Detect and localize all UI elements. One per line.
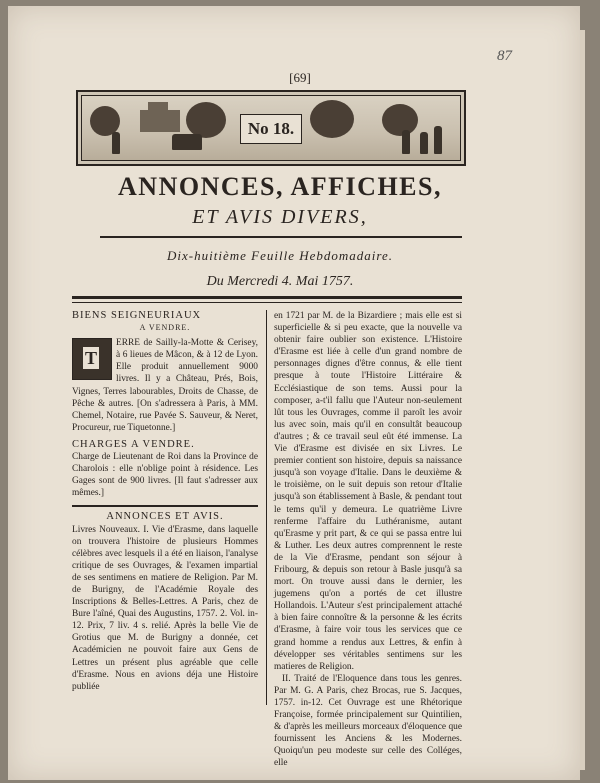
banner-tree-icon [186, 102, 226, 138]
banner-figure-icon [420, 132, 428, 154]
banner-engraving [81, 95, 461, 161]
page-number: [69] [289, 70, 311, 85]
banner-tree-icon [382, 104, 418, 136]
section-heading-annonces: ANNONCES ET AVIS. [106, 511, 224, 523]
section-heading-biens: BIENS SEIGNEURIAUX [72, 310, 202, 321]
banner-rider-icon [172, 134, 202, 150]
banner-building-icon [148, 102, 168, 112]
masthead-subtitle: ET AVIS DIVERS, [192, 206, 368, 228]
dropcap-letter: T [84, 348, 97, 369]
left-column [72, 310, 258, 693]
eloquence-review-text: II. Traité de l'Eloquence dans tous les genres. Par M. G. A Paris, chez Brocas, rue S. Jacques, 1757. in-12. Cet Ouvrage est une Rhétorique Françoise, formée principalement sur Quintilien, & d'après les meilleurs morceaux d'éloquence que fournissent les Anciens & les Modernes. Quoiqu'un peu modeste sur celle des Colléges, elle [274, 673, 462, 769]
section-text-annonces: Livres Nouveaux. I. Vie d'Erasme, dans laquelle on trouvera l'histoire de plusieurs Hommes célèbres avec lesquels il a été en liaison, l'analyse critique de ses Ouvrages, & l'examen impartial de ses sentimens en matiere de Religion. Par M. de Burigny, de l'Académie Royale des Inscriptions & Belles-Lettres. A Paris, chez de Bure l'aîné, Quai des Augustins, 1757. 2. Vol. in-12. Prix, 7 liv. 4 s. relié. Après la belle Vie de Grotius que M. de Burigny a donnée, cet Académicien ne pouvoit faire aux Gens de Lettres un présent plus agréable que celle d'Erasme. Nous en avions déja une Histoire publiée [72, 524, 258, 692]
section-divider [72, 505, 258, 507]
erasme-review-text: en 1721 par M. de la Bizardiere ; mais elle est si superficielle & si peu exacte, que la nouvelle va obtenir faire oublier son existence. L'Histoire d'Erasme est liée à celle d'un grand nombre de personnages dignes d'être connus, & elle tient presque à toute l'Histoire Littéraire & Ecclésiastique de son tems. Aussi pour la composer, a-t'il fallu que l'Auteur non-seulement lût tous les Ouvrages, comme il paroît les avoir lus avec soin, mais qu'il en consultât beaucoup d'autres ; & ce travail seul eût été immense. La Vie d'Erasme est divisée en six Livres. Le premier contient son histoire, depuis sa naissance jusqu'à son voyage d'Italie. Dans le deuxième & le troisième, on le suit depuis son retour d'Italie jusqu'à son établissement à Basle, & pendant tout le tems qu'il y demeura. Le quatrième Livre renferme l'affaire du Luthéranisme, autant qu'Erasme y prit part, & ce qui se passa entre lui & Luther. Les deux autres comprennent le reste de la Vie d'Erasme, pendant son séjour à Fribourg, & depuis son retour à Basle jusqu'à sa mort. On trouve aussi dans le dernier, les jugemens qu'on a portés de cet illustre Hollandois. L'Auteur s'est principalement attaché à bien faire connoître & la personne & les écrits d'Erasme, à faire voir tous les services que ce grand homme a rendus aux Lettres, & enfin à développer ses véritables sentimens sur les matieres de Religion. [274, 311, 462, 672]
header-rule [72, 296, 462, 299]
section-subheading-vendre: A VENDRE. [139, 323, 191, 333]
weekly-sheet-label: Dix-huitième Feuille Hebdomadaire. [167, 248, 393, 263]
banner-figure-icon [112, 132, 120, 154]
banner-figure-icon [402, 130, 410, 154]
header-rule-thin [72, 302, 462, 303]
issue-number: No 18. [240, 114, 302, 144]
engraved-banner [76, 90, 466, 166]
title-rule [100, 236, 462, 238]
section-heading-charges: CHARGES A VENDRE. [72, 438, 195, 450]
dropcap-ornament [72, 338, 112, 380]
banner-building-icon [140, 110, 180, 132]
section-text-biens: ERRE de Sailly-la-Motte & Cerisey, à 6 lieues de Mâcon, & à 12 de Lyon. Elle produit annuellement 9000 livres. Il y a Château, Prés, Bois, Vignes, Terres labourables, Droits de Chasse, de Pêche & autres. [On s'adressera à Paris, à MM. Chemel, Notaire, rue Pavée S. Sauveur, & Neret, Procureur, rue Tiquetonne.] [72, 338, 258, 433]
right-column [274, 310, 462, 770]
masthead-title: ANNONCES, AFFICHES, [118, 172, 442, 201]
column-divider [266, 310, 267, 705]
banner-tree-icon [310, 100, 354, 138]
issue-date: Du Mercredi 4. Mai 1757. [206, 274, 354, 289]
margin-annotation: 87 [497, 48, 512, 64]
banner-figure-icon [434, 126, 442, 154]
section-text-charges: Charge de Lieutenant de Roi dans la Province de Charolois : elle n'oblige point à résidence. Les Gages sont de 900 livres. [Il faut s'adresser aux mêmes.] [72, 452, 258, 499]
